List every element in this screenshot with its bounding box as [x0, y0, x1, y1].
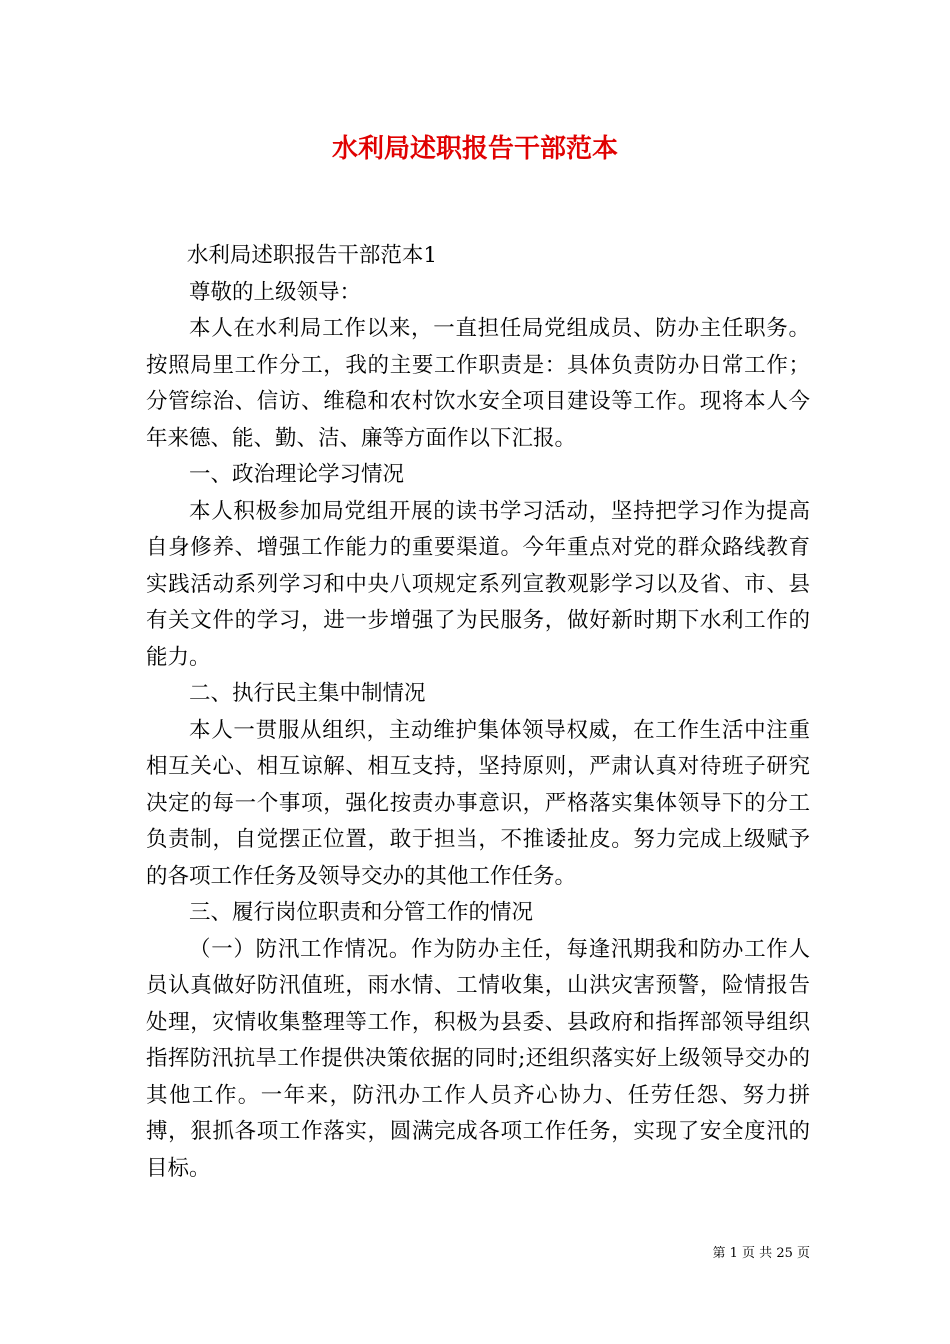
paragraph-intro: 本人在水利局工作以来，一直担任局党组成员、防办主任职务。按照局里工作分工，我的主要工作职责是：具体负责防办日常工作；分管综治、信访、维稳和农村饮水安全项目建设等工作。现将本人今年来德、能、勤、洁、廉等方面作以下汇报。	[146, 316, 810, 451]
paragraph-section-3-1: （一）防汛工作情况。作为防办主任，每逢汛期我和防办工作人员认真做好防汛值班，雨水情、工情收集，山洪灾害预警，险情报告处理，灾情收集整理等工作，积极为县委、县政府和指挥部领导组织指挥防汛抗旱工作提供决策依据的同时;还组织落实好上级领导交办的其他工作。一年来，防汛办工作人员齐心协力、任劳任怨、努力拼搏，狠抓各项工作落实，圆满完成各项工作任务，实现了安全度汛的目标。	[146, 936, 810, 1181]
paragraph-salutation: 尊敬的上级领导：	[189, 279, 362, 305]
paragraph-section-2: 本人一贯服从组织，主动维护集体领导权威，在工作生活中注重相互关心、相互谅解、相互支持，坚持原则，严肃认真对待班子研究决定的每一个事项，强化按责办事意识，严格落实集体领导下的分工负责制，自觉摆正位置，敢于担当，不推诿扯皮。努力完成上级赋予的各项工作任务及领导交办的其他工作任务。	[146, 717, 810, 889]
document-body	[146, 238, 810, 1187]
section-heading-2: 二、执行民主集中制情况	[189, 681, 426, 706]
section-heading-3: 三、履行岗位职责和分管工作的情况	[189, 900, 534, 925]
paragraph-section-1: 本人积极参加局党组开展的读书学习活动，坚持把学习作为提高自身修养、增强工作能力的重要渠道。今年重点对党的群众路线教育实践活动系列学习和中央八项规定系列宣教观影学习以及省、市、县有关文件的学习，进一步增强了为民服务，做好新时期下水利工作的能力。	[146, 498, 810, 670]
paragraph-subtitle: 水利局述职报告干部范本1	[186, 243, 438, 268]
page-number: 第 1 页 共 25 页	[712, 1246, 810, 1261]
section-heading-1: 一、政治理论学习情况	[189, 462, 405, 487]
document-title: 水利局述职报告干部范本	[331, 134, 618, 164]
